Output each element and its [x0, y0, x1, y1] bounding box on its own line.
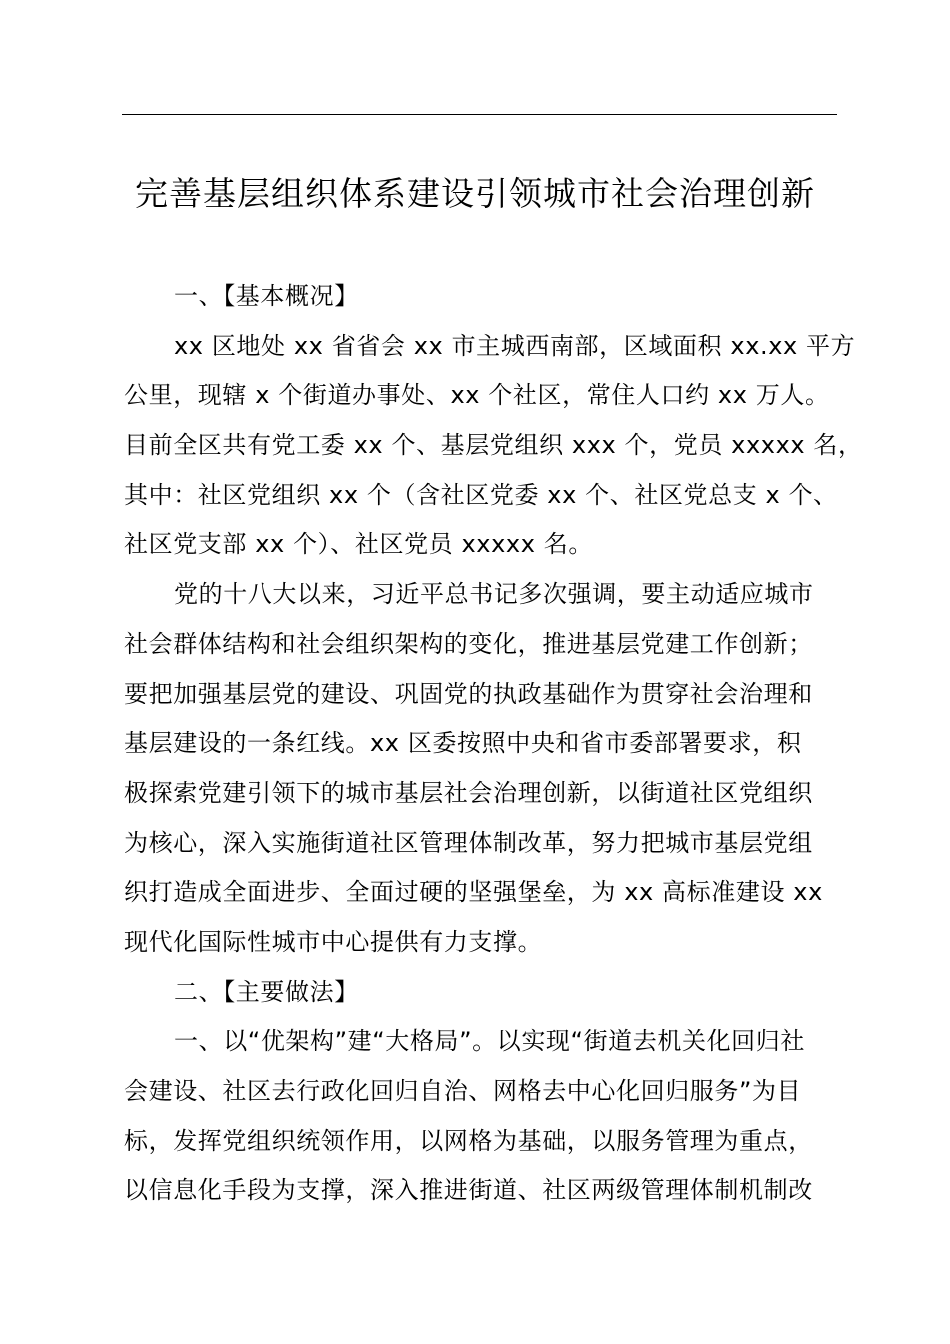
paragraph-line: 党的十八大以来，习近平总书记多次强调，要主动适应城市 [174, 580, 814, 609]
header-rule [122, 114, 837, 115]
paragraph-line: 现代化国际性城市中心提供有力支撑。 [124, 927, 543, 956]
paragraph-line: 以信息化手段为支撑，深入推进街道、社区两级管理体制机制改 [124, 1176, 813, 1205]
paragraph-line: 社会群体结构和社会组织架构的变化，推进基层党建工作创新； [124, 629, 813, 658]
paragraph-line: 基层建设的一条红线。xx 区委按照中央和省市委部署要求，积 [124, 729, 802, 758]
paragraph-line: 目前全区共有党工委 xx 个、基层党组织 xxx 个，党员 xxxxx 名， [124, 431, 863, 460]
paragraph-line: 公里，现辖 x 个街道办事处、xx 个社区，常住人口约 xx 万人。 [124, 381, 830, 410]
paragraph-line: 会建设、社区去行政化回归自治、网格去中心化回归服务”为目 [124, 1077, 802, 1105]
paragraph-line: 极探索党建引领下的城市基层社会治理创新，以街道社区党组织 [124, 778, 813, 807]
section-heading-main-practices: 二、【主要做法】 [174, 977, 359, 1006]
paragraph-line: 织打造成全面进步、全面过硬的坚强堡垒，为 xx 高标准建设 xx [124, 878, 823, 907]
paragraph-line: 标，发挥党组织统领作用，以网格为基础，以服务管理为重点， [124, 1126, 813, 1155]
section-heading-basic-overview: 一、【基本概况】 [174, 282, 359, 310]
paragraph-line: 其中：社区党组织 xx 个（含社区党委 xx 个、社区党总支 x 个、 [124, 480, 838, 509]
paragraph-line: 社区党支部 xx 个）、社区党员 xxxxx 名。 [124, 530, 593, 559]
paragraph-line: 为核心，深入实施街道社区管理体制改革，努力把城市基层党组 [124, 828, 813, 857]
paragraph-line: 要把加强基层党的建设、巩固党的执政基础作为贯穿社会治理和 [124, 679, 813, 708]
document-body [124, 272, 863, 1216]
document-title: 完善基层组织体系建设引领城市社会治理创新 [135, 174, 815, 213]
paragraph-line: xx 区地处 xx 省省会 xx 市主城西南部，区域面积 xx.xx 平方 [174, 331, 856, 360]
paragraph-line: 一、以“优架构”建“大格局”。以实现“街道去机关化回归社 [174, 1027, 805, 1056]
